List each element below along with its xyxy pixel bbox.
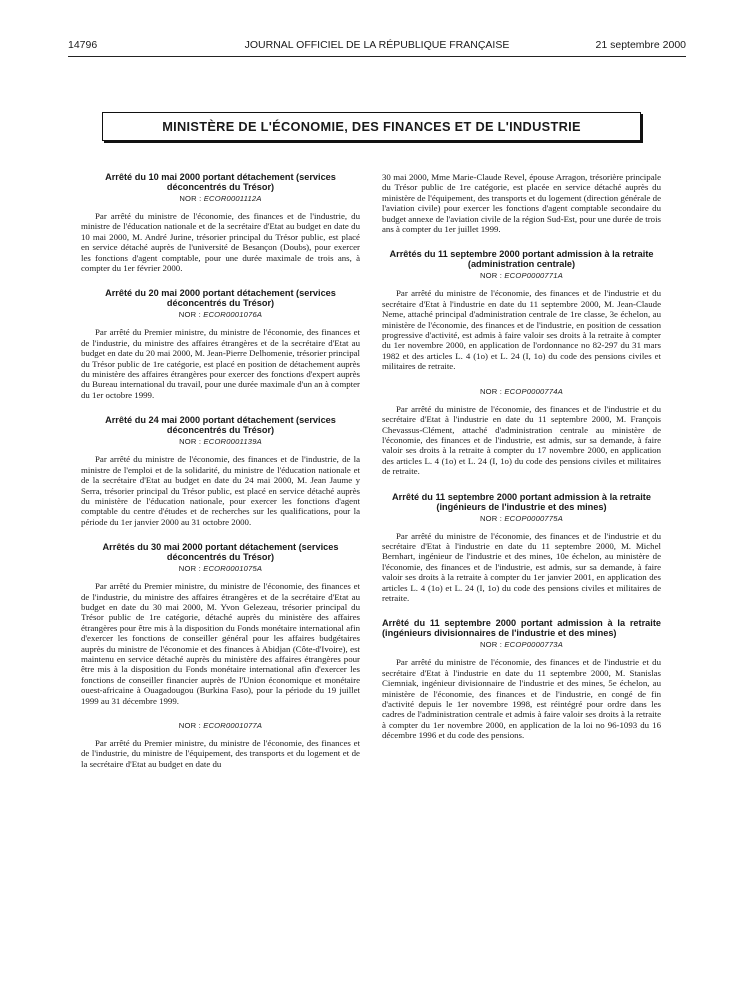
article-title: Arrêté du 11 septembre 2000 portant admission à la retraite (ingénieurs de l'industrie et des mines) [392, 491, 651, 512]
article [81, 288, 360, 400]
article-title: Arrêtés du 11 septembre 2000 portant admission à la retraite (administration centrale) [389, 249, 654, 270]
article [382, 249, 661, 371]
article-text-continued: 30 mai 2000, Mme Marie-Claude Revel, épouse Arragon, trésorière principale du Trésor public de 1re catégorie, est placée en service détaché auprès du ministère de l'équipement, des transports et du logement (direction générale de l'aviation civile) pour exercer les fonctions d'agent comptable secondaire du budget annexe de l'aviation civile de la région Sud-Est, pour une durée de trois ans à compter du 1er juillet 1999. [382, 172, 661, 235]
nor-label: NOR : [480, 271, 503, 281]
article [81, 415, 360, 527]
article-title: Arrêtés du 30 mai 2000 portant détachement (services déconcentrés du Trésor) [102, 542, 339, 563]
article-text: Par arrêté du ministre de l'économie, des finances et de l'industrie et du secrétaire d'Etat à l'industrie en date du 11 septembre 2000, M. François Chevassus-Clément, attaché d'administration centrale au ministère de l'économie, des finances et de l'industrie, est admis, sur sa demande, à faire valoir ses droits à la retraite à compter du 17 novembre 2000, en application des articles L. 4 (1o) et L. 24 (I, 1o) du code des pensions civiles et militaires de retraite. [382, 403, 661, 477]
nor-code: ECOR0001112A [203, 194, 262, 203]
nor-label: NOR : [179, 437, 202, 447]
article [382, 492, 661, 604]
nor-code: ECOR0001075A [203, 564, 263, 574]
article [382, 618, 661, 740]
nor-code: ECOR0001077A [203, 721, 263, 730]
left-column [81, 172, 360, 769]
nor-code: ECOP0000774A [504, 386, 563, 396]
issue-date: 21 septembre 2000 [595, 39, 686, 51]
article-text: Par arrêté du ministre de l'économie, des finances et de l'industrie, de la ministre de l'emploi et de la solidarité, du ministre de l'éducation nationale et de la secrétaire d'Etat au budget en date du 24 mai 2000, M. Jean Jaume y Serra, trésorier principal du Trésor public, est placé en service détaché auprès du ministère de l'éducation nationale, pour exercer les fonctions d'agent comptable du centre d'études et de recherches sur les qualifications, pour la période du 1er janvier 2000 au 31 octobre 2000. [81, 454, 360, 527]
nor-code: ECOP0000775A [504, 513, 563, 523]
nor-reference [81, 194, 360, 203]
nor-reference [81, 437, 360, 446]
article-text: Par arrêté du ministre de l'économie, des finances et de l'industrie et du secrétaire d'Etat à l'industrie en date du 11 septembre 2000, M. Stanislas Ciemniak, ingénieur divisionnaire de l'industrie et des mines, 5e échelon, au ministère de l'économie, des finances et de l'industrie, en congé de fin d'activité depuis le 1er novembre 1998, est réintégré pour ordre dans les cadres de l'administration centrale et admis à faire valoir ses droits à la retraite à compter du 1er novembre 2000, en application de la loi no 96-1093 du 16 décembre 1996 et du code des pensions. [382, 657, 661, 741]
journal-title: JOURNAL OFFICIEL DE LA RÉPUBLIQUE FRANÇAISE [244, 39, 510, 51]
right-column [382, 172, 661, 741]
nor-reference [382, 514, 661, 523]
article-text: Par arrêté du ministre de l'économie, des finances et de l'industrie et du secrétaire d'Etat à l'industrie en date du 11 septembre 2000, M. Jean-Claude Neme, attaché principal d'administration centrale de 1re classe, 3e échelon, au ministère de l'économie, des finances et de l'industrie, en position de cessation progressive d'activité, est admis à faire valoir ses droits à la retraite à compter du 1er novembre 2000, en application de l'ordonnance no 82-297 du 31 mars 1982 et des articles L. 4 (1o) et L. 24 (I, 1o) du code des pensions civiles et militaires de retraite. [382, 288, 661, 372]
page-header [68, 39, 686, 55]
nor-label: NOR : [178, 564, 201, 574]
article [382, 172, 661, 234]
nor-label: NOR : [480, 386, 503, 396]
nor-label: NOR : [178, 721, 201, 730]
nor-reference [382, 387, 661, 396]
ministry-banner [102, 112, 641, 141]
article [81, 721, 360, 769]
header-rule [68, 56, 686, 57]
nor-label: NOR : [178, 310, 201, 320]
article-text: Par arrêté du Premier ministre, du ministre de l'économie, des finances et de l'industrie, du ministre de l'équipement, des transports et du logement et de la secrétaire d'Etat au budget en date du [81, 738, 360, 769]
nor-reference [382, 271, 661, 280]
nor-label: NOR : [179, 194, 202, 203]
article-title: Arrêté du 24 mai 2000 portant détachement (services déconcentrés du Trésor) [105, 415, 336, 436]
article-title: Arrêté du 10 mai 2000 portant détachement (services déconcentrés du Trésor) [105, 172, 336, 192]
article-text: Par arrêté du Premier ministre, du ministre de l'économie, des finances et de l'industrie, du ministre des affaires étrangères et de la secrétaire d'Etat au budget en date du 30 mai 2000, M. Yvon Gelezeau, trésorier principal du Trésor public de 1re catégorie, détaché auprès du ministère des affaires étrangères pour être mis à la disposition du Fonds monétaire international afin d'exercer les fonctions de conseiller général pour les affaires budgétaires auprès du ministre de l'économie et des finances à Abidjan (Côte-d'Ivoire), est maintenu en service détaché auprès du ministère des affaires étrangères pour être mis à la disposition du Fonds monétaire international afin d'exercer les fonctions de conseiller financier auprès de l'Union économique et monétaire ouest-africaine à Ouagadougou (Burkina Faso), pour la période du 19 juillet 1999 au 31 décembre 1999. [81, 581, 360, 706]
nor-code: ECOR0001139A [203, 437, 262, 447]
nor-reference [382, 640, 661, 649]
nor-reference [81, 310, 360, 319]
article-title: Arrêté du 20 mai 2000 portant détachement (services déconcentrés du Trésor) [105, 288, 336, 309]
nor-code: ECOP0000773A [504, 640, 563, 650]
ministry-title: MINISTÈRE DE L'ÉCONOMIE, DES FINANCES ET DE L'INDUSTRIE [162, 119, 581, 134]
nor-code: ECOR0001076A [203, 310, 263, 320]
article [81, 542, 360, 706]
nor-code: ECOP0000771A [504, 271, 563, 281]
nor-reference [81, 721, 360, 730]
article-text: Par arrêté du Premier ministre, du ministre de l'économie, des finances et de l'industrie, du ministre des affaires étrangères et de la secrétaire d'Etat au budget en date du 20 mai 2000, M. Jean-Pierre Delhomenie, trésorier principal du Trésor public de 1re catégorie, est placé en position de détachement auprès du ministère des affaires étrangères pour exercer des fonctions d'expert auprès du Bureau international du travail, pour une durée maximale d'un an à compter du 1er octobre 1999. [81, 327, 360, 400]
article [382, 387, 661, 477]
nor-label: NOR : [480, 640, 503, 650]
nor-label: NOR : [480, 513, 503, 523]
article-text: Par arrêté du ministre de l'économie, des finances et de l'industrie, du ministre de l'éducation nationale et de la secrétaire d'Etat au budget en date du 10 mai 2000, M. André Jurine, trésorier principal du Trésor public, est placé en service détaché auprès de l'université de Besançon (Doubs), pour exercer les fonctions d'agent comptable, pour une durée maximale de trois ans, à compter du 1er février 2000. [81, 211, 360, 274]
page-number: 14796 [68, 39, 98, 51]
article [81, 172, 360, 273]
article-title: Arrêté du 11 septembre 2000 portant admission à la retraite (ingénieurs divisionnaires de l'industrie et des mines) [382, 618, 661, 639]
article-text: Par arrêté du ministre de l'économie, des finances et de l'industrie et du secrétaire d'Etat à l'industrie en date du 11 septembre 2000, M. Michel Bernhart, ingénieur de l'industrie et des mines, 10e échelon, au ministère de l'économie, des finances et de l'industrie, est admis, sur sa demande, à faire valoir ses droits à la retraite à compter du 1er janvier 2001, en application des articles L. 4 (1o) et L. 24 (I, 1o) du code des pensions civiles et militaires de retraite. [382, 530, 661, 603]
nor-reference [81, 564, 360, 573]
